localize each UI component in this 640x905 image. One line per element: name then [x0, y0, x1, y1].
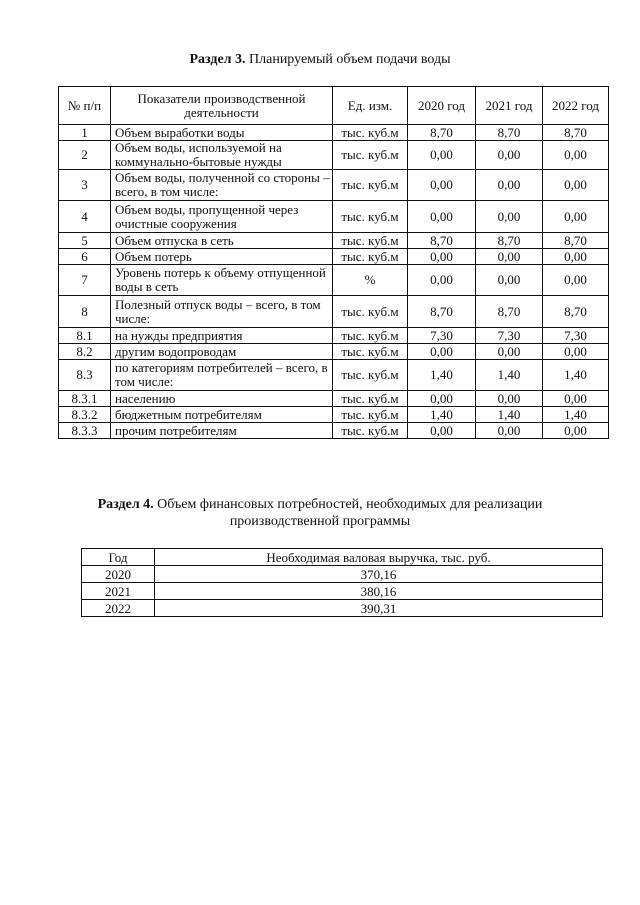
- table-row: [59, 265, 609, 296]
- table-row: [59, 170, 609, 201]
- row-number: 8.3.1: [59, 391, 111, 407]
- row-indicator: Полезный отпуск воды – всего, в том числе:: [111, 296, 333, 328]
- table-row: [59, 249, 609, 265]
- value-2020: 8,70: [408, 125, 476, 141]
- row-unit: тыс. куб.м: [333, 233, 408, 249]
- row-unit: тыс. куб.м: [333, 296, 408, 328]
- value-2021: 0,00: [476, 170, 543, 201]
- value-2020: 8,70: [408, 233, 476, 249]
- value-2020: 0,00: [408, 201, 476, 233]
- section4-title: [0, 496, 640, 530]
- row-number: 8.3.2: [59, 407, 111, 423]
- value-2021: 0,00: [476, 423, 543, 439]
- row-indicator: прочим потребителям: [111, 423, 333, 439]
- row-indicator: Объем воды, используемой на коммунально-бытовые нужды: [111, 141, 333, 170]
- value-2022: 0,00: [543, 201, 609, 233]
- row-indicator: населению: [111, 391, 333, 407]
- value-2020: 0,00: [408, 249, 476, 265]
- row-unit: тыс. куб.м: [333, 344, 408, 360]
- table-row: [59, 360, 609, 391]
- table-header-row: [82, 549, 603, 566]
- header-2020: 2020 год: [408, 87, 476, 125]
- row-number: 8.3: [59, 360, 111, 391]
- value-2022: 8,70: [543, 125, 609, 141]
- header-unit: Ед. изм.: [333, 87, 408, 125]
- table-row: [59, 141, 609, 170]
- value-2020: 0,00: [408, 344, 476, 360]
- value-2022: 8,70: [543, 296, 609, 328]
- section3-title-bold: Раздел 3.: [189, 52, 246, 67]
- value-2020: 1,40: [408, 407, 476, 423]
- row-indicator: Уровень потерь к объему отпущенной воды в сеть: [111, 265, 333, 296]
- value-2022: 0,00: [543, 249, 609, 265]
- row-number: 8.1: [59, 328, 111, 344]
- row-indicator: Объем отпуска в сеть: [111, 233, 333, 249]
- value-2020: 1,40: [408, 360, 476, 391]
- financial-needs-table: [81, 548, 603, 617]
- row-number: 8.3.3: [59, 423, 111, 439]
- row-unit: тыс. куб.м: [333, 249, 408, 265]
- row-indicator: Объем воды, пропущенной через очистные сооружения: [111, 201, 333, 233]
- row-unit: тыс. куб.м: [333, 328, 408, 344]
- table-row: [59, 407, 609, 423]
- value-2022: 1,40: [543, 407, 609, 423]
- row-indicator: на нужды предприятия: [111, 328, 333, 344]
- table-row: [59, 201, 609, 233]
- row-number: 5: [59, 233, 111, 249]
- row-unit: тыс. куб.м: [333, 391, 408, 407]
- header-year: Год: [82, 549, 155, 566]
- water-supply-table: [58, 86, 609, 439]
- value-2020: 0,00: [408, 170, 476, 201]
- row-revenue: 390,31: [155, 600, 603, 617]
- value-2021: 8,70: [476, 296, 543, 328]
- row-unit: тыс. куб.м: [333, 423, 408, 439]
- header-2022: 2022 год: [543, 87, 609, 125]
- value-2021: 0,00: [476, 344, 543, 360]
- table-row: [59, 328, 609, 344]
- value-2020: 8,70: [408, 296, 476, 328]
- table-row: [82, 583, 603, 600]
- row-number: 8: [59, 296, 111, 328]
- row-year: 2021: [82, 583, 155, 600]
- value-2022: 8,70: [543, 233, 609, 249]
- value-2021: 0,00: [476, 141, 543, 170]
- row-unit: тыс. куб.м: [333, 360, 408, 391]
- row-year: 2020: [82, 566, 155, 583]
- row-indicator: Объем потерь: [111, 249, 333, 265]
- value-2022: 7,30: [543, 328, 609, 344]
- value-2022: 0,00: [543, 170, 609, 201]
- table-row: [82, 600, 603, 617]
- row-indicator: другим водопроводам: [111, 344, 333, 360]
- row-indicator: бюджетным потребителям: [111, 407, 333, 423]
- value-2021: 1,40: [476, 360, 543, 391]
- value-2021: 8,70: [476, 233, 543, 249]
- table-row: [59, 344, 609, 360]
- value-2020: 0,00: [408, 141, 476, 170]
- table-row: [59, 296, 609, 328]
- value-2021: 8,70: [476, 125, 543, 141]
- row-revenue: 380,16: [155, 583, 603, 600]
- header-indicator: Показатели производственной деятельности: [111, 87, 333, 125]
- value-2021: 7,30: [476, 328, 543, 344]
- row-unit: тыс. куб.м: [333, 141, 408, 170]
- value-2021: 0,00: [476, 391, 543, 407]
- value-2022: 0,00: [543, 423, 609, 439]
- table-row: [82, 566, 603, 583]
- section4-title-text: Объем финансовых потребностей, необходимых для реализации: [157, 497, 543, 512]
- section4-title-bold: Раздел 4.: [97, 497, 154, 512]
- table-row: [59, 125, 609, 141]
- value-2020: 0,00: [408, 391, 476, 407]
- table-header-row: [59, 87, 609, 125]
- row-indicator: по категориям потребителей – всего, в том числе:: [111, 360, 333, 391]
- value-2021: 0,00: [476, 265, 543, 296]
- value-2022: 0,00: [543, 265, 609, 296]
- value-2022: 0,00: [543, 141, 609, 170]
- row-unit: тыс. куб.м: [333, 125, 408, 141]
- row-number: 7: [59, 265, 111, 296]
- value-2021: 0,00: [476, 249, 543, 265]
- value-2022: 0,00: [543, 344, 609, 360]
- table-row: [59, 233, 609, 249]
- row-unit: %: [333, 265, 408, 296]
- value-2022: 0,00: [543, 391, 609, 407]
- value-2021: 1,40: [476, 407, 543, 423]
- value-2021: 0,00: [476, 201, 543, 233]
- row-unit: тыс. куб.м: [333, 407, 408, 423]
- row-indicator: Объем выработки воды: [111, 125, 333, 141]
- header-number: № п/п: [59, 87, 111, 125]
- table-row: [59, 391, 609, 407]
- value-2020: 0,00: [408, 423, 476, 439]
- row-number: 1: [59, 125, 111, 141]
- row-number: 4: [59, 201, 111, 233]
- header-2021: 2021 год: [476, 87, 543, 125]
- row-number: 2: [59, 141, 111, 170]
- section3-title-text: Планируемый объем подачи воды: [249, 52, 451, 67]
- row-year: 2022: [82, 600, 155, 617]
- row-number: 6: [59, 249, 111, 265]
- section4-title-line2: производственной программы: [229, 514, 411, 529]
- row-number: 8.2: [59, 344, 111, 360]
- table-row: [59, 423, 609, 439]
- value-2020: 7,30: [408, 328, 476, 344]
- row-indicator: Объем воды, полученной со стороны – всего, в том числе:: [111, 170, 333, 201]
- row-number: 3: [59, 170, 111, 201]
- value-2020: 0,00: [408, 265, 476, 296]
- row-revenue: 370,16: [155, 566, 603, 583]
- value-2022: 1,40: [543, 360, 609, 391]
- header-revenue: Необходимая валовая выручка, тыс. руб.: [155, 549, 603, 566]
- row-unit: тыс. куб.м: [333, 170, 408, 201]
- section3-title: [0, 51, 640, 68]
- row-unit: тыс. куб.м: [333, 201, 408, 233]
